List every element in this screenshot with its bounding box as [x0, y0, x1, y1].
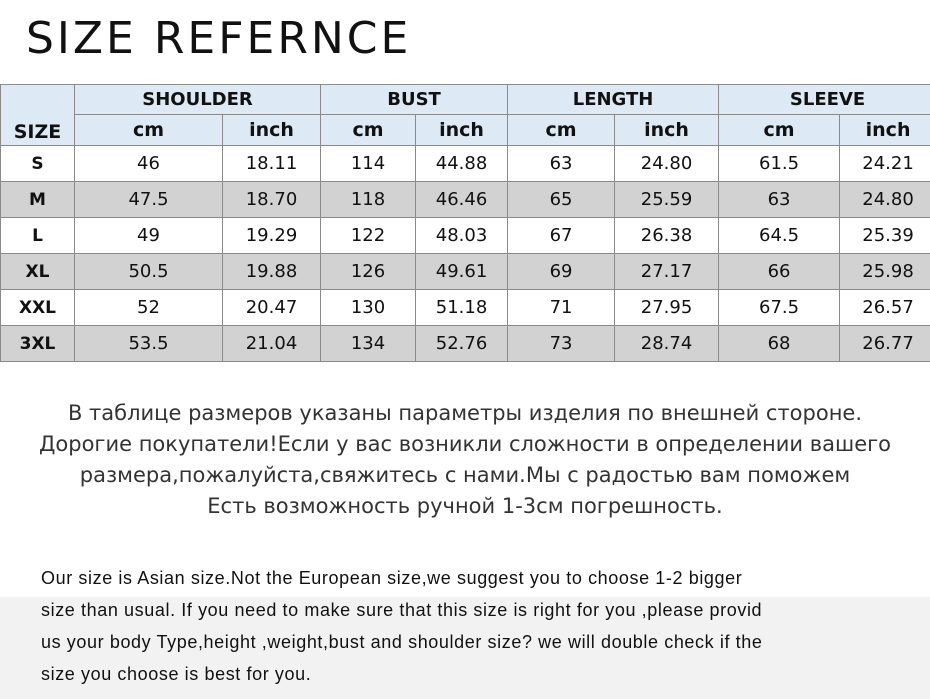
sleeve-inch-cell: 26.77 — [840, 326, 930, 362]
shoulder-cm-cell: 53.5 — [75, 326, 223, 362]
table-row — [1, 218, 930, 254]
length-inch-cell: 25.59 — [615, 182, 719, 218]
bust-cm-cell: 134 — [321, 326, 416, 362]
shoulder-cm-cell: 46 — [75, 146, 223, 182]
bust-cm-cell: 114 — [321, 146, 416, 182]
page-title: SIZE REFERNCE — [26, 13, 412, 64]
length-inch-cell: 28.74 — [615, 326, 719, 362]
size-cell: XL — [1, 254, 75, 290]
sleeve-cm-cell: 64.5 — [719, 218, 840, 254]
sleeve-inch-cell: 25.39 — [840, 218, 930, 254]
unit-header-inch: inch — [615, 115, 719, 146]
shoulder-inch-cell: 19.29 — [223, 218, 321, 254]
length-inch-cell: 27.17 — [615, 254, 719, 290]
shoulder-inch-cell: 20.47 — [223, 290, 321, 326]
group-header-bust: BUST — [321, 85, 508, 115]
group-header-sleeve: SLEEVE — [719, 85, 930, 115]
unit-header-cm: cm — [508, 115, 615, 146]
size-cell: L — [1, 218, 75, 254]
length-inch-cell: 27.95 — [615, 290, 719, 326]
english-note-line: size you choose is best for you. — [41, 664, 312, 684]
length-cm-cell: 65 — [508, 182, 615, 218]
unit-header-cm: cm — [321, 115, 416, 146]
sleeve-cm-cell: 67.5 — [719, 290, 840, 326]
sleeve-inch-cell: 24.80 — [840, 182, 930, 218]
table-row — [1, 254, 930, 290]
sleeve-inch-cell: 24.21 — [840, 146, 930, 182]
size-column-header: SIZE — [1, 85, 75, 146]
shoulder-cm-cell: 47.5 — [75, 182, 223, 218]
sleeve-inch-cell: 26.57 — [840, 290, 930, 326]
length-inch-cell: 26.38 — [615, 218, 719, 254]
size-cell: 3XL — [1, 326, 75, 362]
size-cell: M — [1, 182, 75, 218]
shoulder-cm-cell: 50.5 — [75, 254, 223, 290]
sleeve-cm-cell: 61.5 — [719, 146, 840, 182]
shoulder-inch-cell: 18.11 — [223, 146, 321, 182]
length-cm-cell: 67 — [508, 218, 615, 254]
sleeve-cm-cell: 68 — [719, 326, 840, 362]
bust-cm-cell: 122 — [321, 218, 416, 254]
english-note — [41, 562, 921, 690]
length-cm-cell: 69 — [508, 254, 615, 290]
unit-header-inch: inch — [840, 115, 930, 146]
english-note-line: size than usual. If you need to make sure that this size is right for you ,please provid — [41, 600, 763, 620]
russian-note-line: Дорогие покупатели!Если у вас возникли сложности в определении вашего — [38, 432, 891, 456]
size-chart-table — [0, 84, 930, 362]
bust-inch-cell: 52.76 — [416, 326, 508, 362]
unit-header-row — [1, 115, 930, 146]
length-cm-cell: 73 — [508, 326, 615, 362]
shoulder-inch-cell: 19.88 — [223, 254, 321, 290]
length-inch-cell: 24.80 — [615, 146, 719, 182]
length-cm-cell: 71 — [508, 290, 615, 326]
group-header-length: LENGTH — [508, 85, 719, 115]
unit-header-inch: inch — [416, 115, 508, 146]
group-header-shoulder: SHOULDER — [75, 85, 321, 115]
unit-header-inch: inch — [223, 115, 321, 146]
bust-cm-cell: 130 — [321, 290, 416, 326]
size-cell: S — [1, 146, 75, 182]
russian-note-line: В таблице размеров указаны параметры изделия по внешней стороне. — [67, 401, 863, 425]
russian-note-line: размера,пожалуйста,свяжитесь с нами.Мы с радостью вам поможем — [79, 463, 851, 487]
table-row — [1, 182, 930, 218]
bust-inch-cell: 44.88 — [416, 146, 508, 182]
length-cm-cell: 63 — [508, 146, 615, 182]
shoulder-inch-cell: 21.04 — [223, 326, 321, 362]
russian-note — [0, 398, 930, 522]
table-row — [1, 146, 930, 182]
table-row — [1, 290, 930, 326]
sleeve-cm-cell: 66 — [719, 254, 840, 290]
bust-cm-cell: 118 — [321, 182, 416, 218]
bust-inch-cell: 48.03 — [416, 218, 508, 254]
size-cell: XXL — [1, 290, 75, 326]
group-header-row — [1, 85, 930, 115]
bust-cm-cell: 126 — [321, 254, 416, 290]
bust-inch-cell: 46.46 — [416, 182, 508, 218]
english-note-line: us your body Type,height ,weight,bust and shoulder size? we will double check if the — [41, 632, 763, 652]
russian-note-line: Есть возможность ручной 1-3см погрешность. — [207, 494, 723, 518]
sleeve-cm-cell: 63 — [719, 182, 840, 218]
shoulder-cm-cell: 49 — [75, 218, 223, 254]
shoulder-cm-cell: 52 — [75, 290, 223, 326]
unit-header-cm: cm — [719, 115, 840, 146]
sleeve-inch-cell: 25.98 — [840, 254, 930, 290]
english-note-line: Our size is Asian size.Not the European size,we suggest you to choose 1-2 bigger — [41, 568, 743, 588]
bust-inch-cell: 49.61 — [416, 254, 508, 290]
unit-header-cm: cm — [75, 115, 223, 146]
table-row — [1, 326, 930, 362]
bust-inch-cell: 51.18 — [416, 290, 508, 326]
shoulder-inch-cell: 18.70 — [223, 182, 321, 218]
